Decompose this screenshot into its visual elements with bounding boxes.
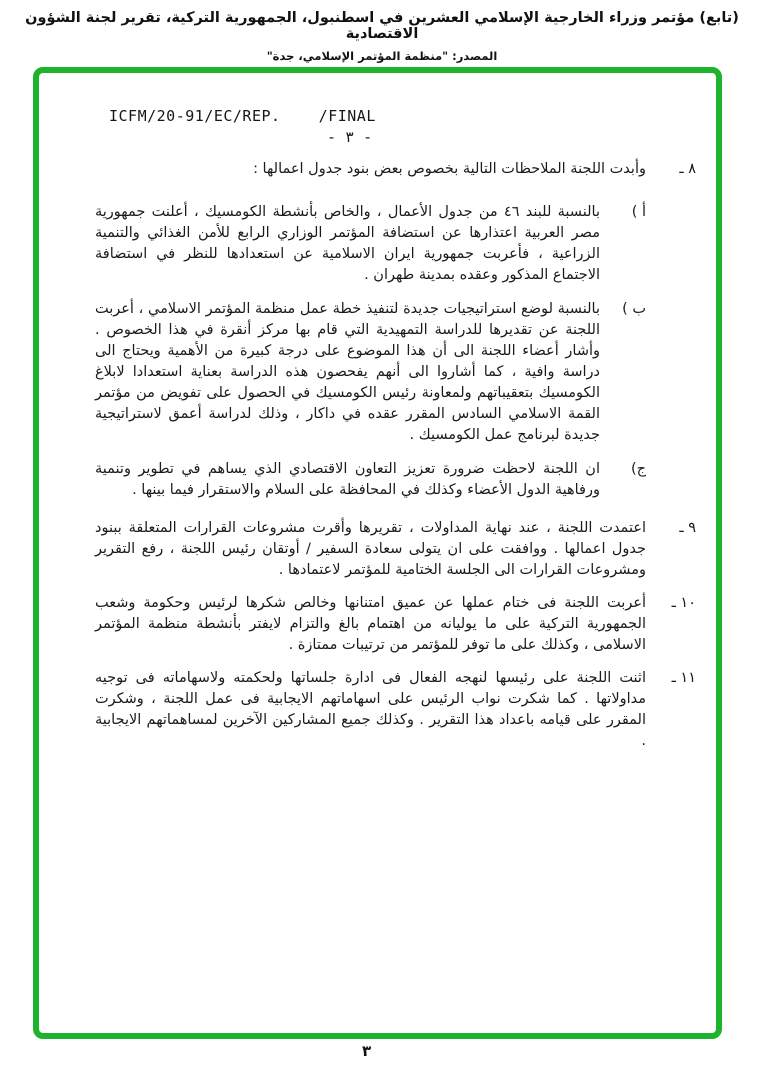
subitem-b <box>95 299 646 446</box>
document-source: المصدر: "منظمة المؤتمر الإسلامي، جدة" <box>266 49 498 63</box>
paragraph-10-number: ١٠ ـ <box>671 595 696 611</box>
paragraph-11 <box>95 668 696 752</box>
paragraph-8 <box>95 159 696 180</box>
paragraph-8-text: وأبدت اللجنة الملاحظات التالية بخصوص بعض بنود جدول اعمالها : <box>253 161 646 177</box>
subitem-c <box>95 459 646 501</box>
subitem-a-text: بالنسبة للبند ٤٦ من جدول الأعمال ، والخاص بأنشطة الكومسيك ، أعلنت جمهورية مصر العربية اعتذارها عن استضافة المؤتمر الوزاري الرابع للأمن الغذائي والتنمية الزراعية ، فأعربت جمهورية ايران الاسلامية عن استعدادها للنظر في استضافة الاجتماع المذكور وعقده بمدينة طهران . <box>95 204 600 283</box>
document-reference: ICFM/20-91/EC/REP. /FINAL <box>109 107 376 125</box>
subitem-a <box>95 202 646 286</box>
paragraph-10-text: أعربت اللجنة فى ختام عملها عن عميق امتنانها وخالص شكرها لرئيس وحكومة وشعب الجمهورية التركية على ما يوليانه من اهتمام بالغ والتزام لايفتر بأنشطة منظمة المؤتمر الاسلامى ، وكذلك على ما توفر للمؤتمر من ترتيبات ممتازة . <box>95 595 646 653</box>
paragraph-11-text: اثنت اللجنة على رئيسها لنهجه الفعال فى ادارة جلساتها ولحكمته ولاسهاماته فى توجيه مداولاتها . كما شكرت نواب الرئيس على اسهاماتهم الايجابية فى عمل اللجنة ، وشكرت المقرر على قيامه باعداد هذا التقرير . وكذلك جميع المشاركين الآخرين لمساهماتهم الايجابية . <box>95 670 646 749</box>
paragraph-9 <box>95 518 696 581</box>
paragraph-8-number: ٨ ـ <box>679 161 696 177</box>
page-marker: - ٣ - <box>327 128 373 146</box>
paragraph-9-text: اعتمدت اللجنة ، عند نهاية المداولات ، تقريرها وأقرت مشروعات القرارات المتعلقة ببنود جدول اعمالها . ووافقت على ان يتولى سعادة السفير / أوتقان رئيس اللجنة ، رفع التقرير ومشروعات القرارات الى الجلسة الختامية للمؤتمر لاعتمادها . <box>95 520 646 578</box>
subitem-b-label: ب ) <box>622 301 646 317</box>
paragraph-11-number: ١١ ـ <box>671 670 696 686</box>
paragraph-8-subitems <box>95 202 646 501</box>
document-header <box>0 10 764 63</box>
document-frame <box>33 67 722 1039</box>
document-title: (تابع) مؤتمر وزراء الخارجية الإسلامي العشرين في اسطنبول، الجمهورية التركية، تقرير لجنة الشؤون الاقتصادية <box>25 10 739 42</box>
paragraph-9-number: ٩ ـ <box>679 520 696 536</box>
subitem-b-text: بالنسبة لوضع استراتيجيات جديدة لتنفيذ خطة عمل منظمة المؤتمر الاسلامي ، أعربت اللجنة عن تقديرها للدراسة التمهيدية التي قام بها مركز أنقرة في هذا الخصوص . وأشار أعضاء اللجنة الى أن هذا الموضوع على درجة كبيرة من الأهمية ويحتاج الى دراسة وافية ، كما أشاروا الى أنهم يفحصون هذه الدراسة بعناية استعدادا لابلاغ الكومسيك بتعقيباتهم ولمعاونة رئيس الكومسيك في الحصول على تفويض من مؤتمر القمة الاسلامي السادس المقرر عقده في داكار ، وذلك لدراسة أعمق لاستراتيجية جديدة لبرنامج عمل الكومسيك . <box>95 301 600 443</box>
footer-page-number: ٣ <box>362 1042 372 1060</box>
subitem-c-label: ج) <box>630 461 646 477</box>
document-body <box>95 159 696 764</box>
subitem-a-label: أ ) <box>631 204 646 220</box>
subitem-c-text: ان اللجنة لاحظت ضرورة تعزيز التعاون الاقتصادي الذي يساهم في تطوير وتنمية ورفاهية الدول الأعضاء وكذلك في المحافظة على السلام والاستقرار فيما بينها . <box>95 461 600 498</box>
paragraph-10 <box>95 593 696 656</box>
